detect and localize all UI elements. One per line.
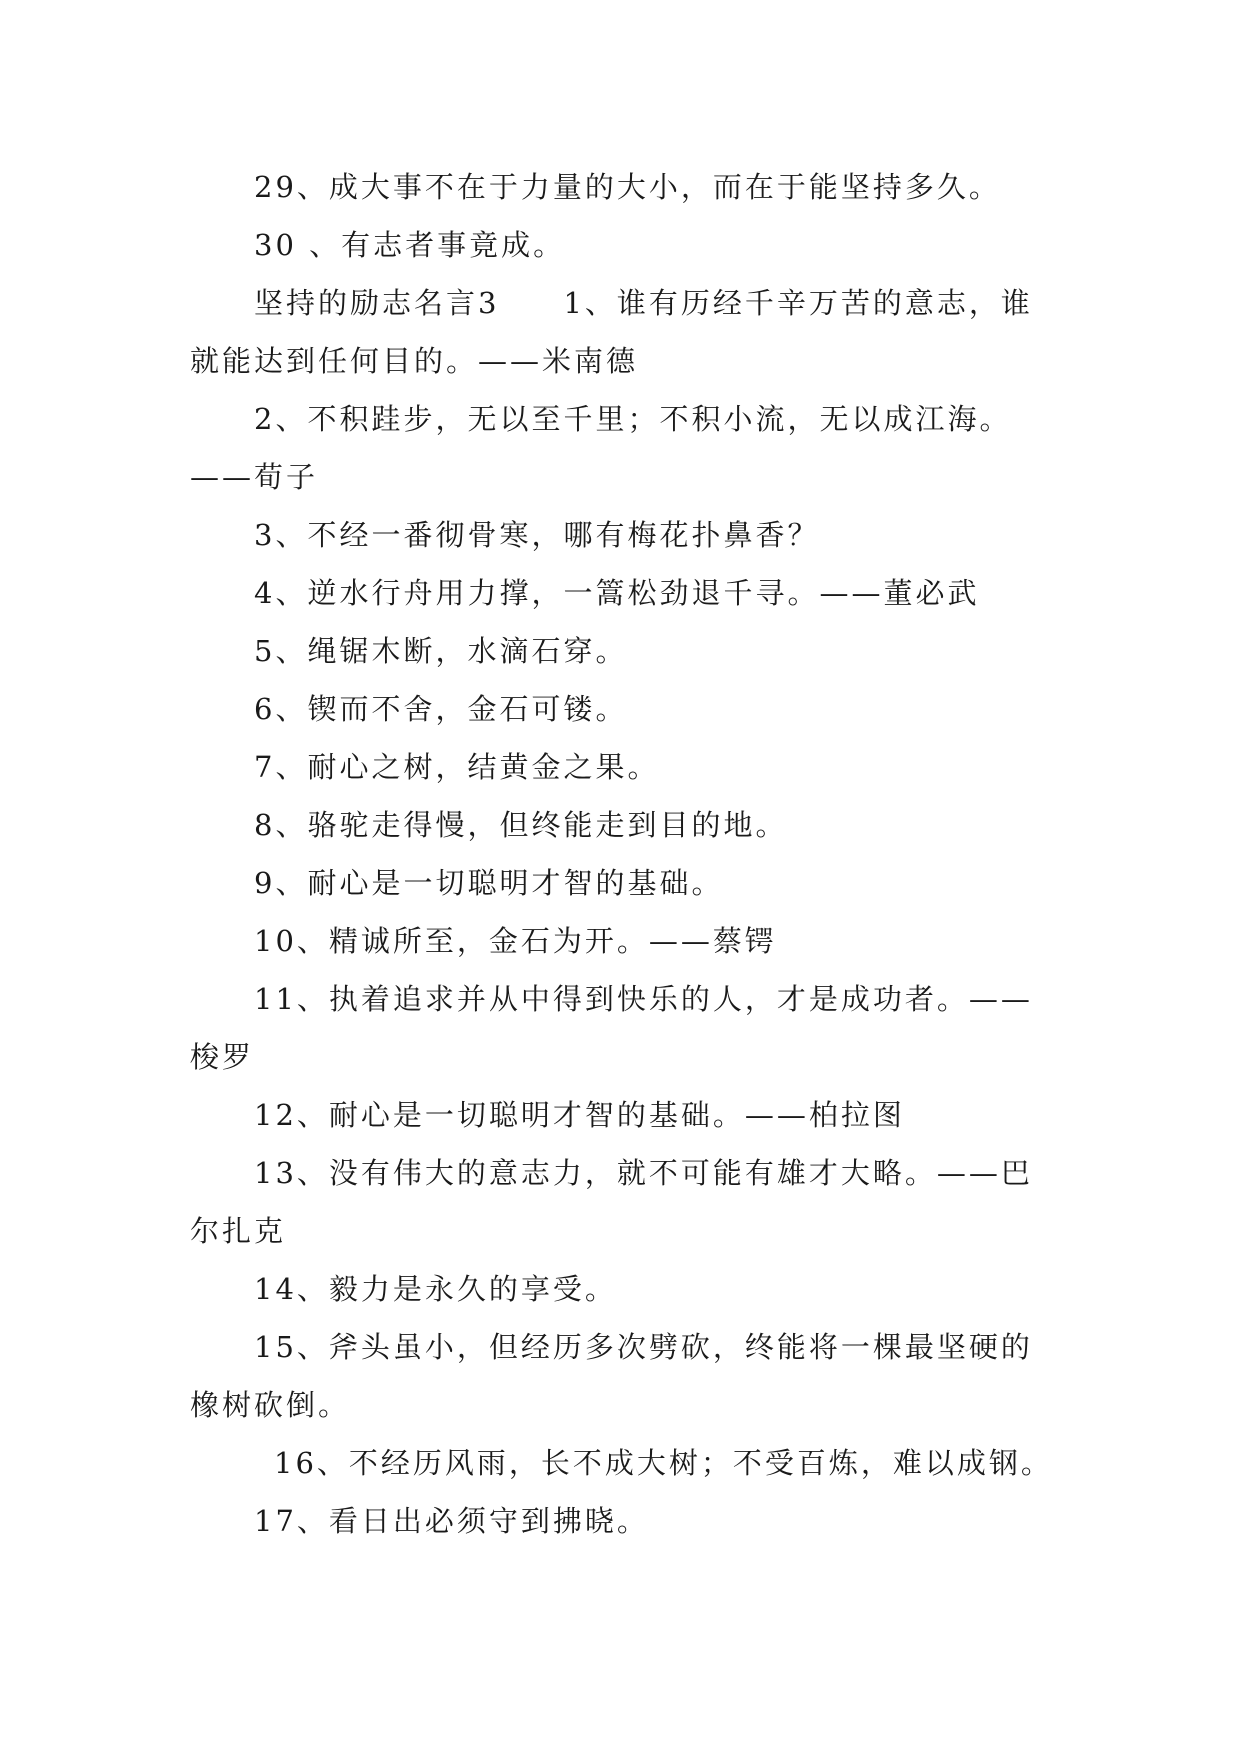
quote-2: 2、不积跬步，无以至千里；不积小流，无以成江海。——荀子 [190,402,1012,494]
quote-4: 4、逆水行舟用力撑，一篙松劲退千寻。——董必武 [254,576,980,610]
quote-13: 13、没有伟大的意志力，就不可能有雄才大略。——巴尔扎克 [190,1156,1033,1248]
document-body [190,158,1052,1550]
quote-5: 5、绳锯木断，水滴石穿。 [254,634,628,668]
section-heading-quote-1: 坚持的励志名言3 1、谁有历经千辛万苦的意志，谁就能达到任何目的。——米南德 [190,286,1033,378]
quote-8: 8、骆驼走得慢，但终能走到目的地。 [254,808,788,842]
quote-3: 3、不经一番彻骨寒，哪有梅花扑鼻香？ [254,518,820,552]
quote-6: 6、锲而不舍，金石可镂。 [254,692,628,726]
quote-17: 17、看日出必须守到拂晓。 [254,1504,649,1538]
quote-14: 14、毅力是永久的享受。 [254,1272,617,1306]
quote-12: 12、耐心是一切聪明才智的基础。——柏拉图 [254,1098,905,1132]
quote-16: 16、不经历风雨，长不成大树；不受百炼，难以成钢。 [274,1446,1053,1480]
quote-9: 9、耐心是一切聪明才智的基础。 [254,866,724,900]
quote-7: 7、耐心之树，结黄金之果。 [254,750,660,784]
quote-10: 10、精诚所至，金石为开。——蔡锷 [254,924,777,958]
quote-30: 30 、有志者事竟成。 [254,228,566,262]
quote-11: 11、执着追求并从中得到快乐的人，才是成功者。——梭罗 [190,982,1033,1074]
quote-29: 29、成大事不在于力量的大小，而在于能坚持多久。 [254,170,1001,204]
quote-15: 15、斧头虽小，但经历多次劈砍，终能将一棵最坚硬的橡树砍倒。 [190,1330,1033,1422]
